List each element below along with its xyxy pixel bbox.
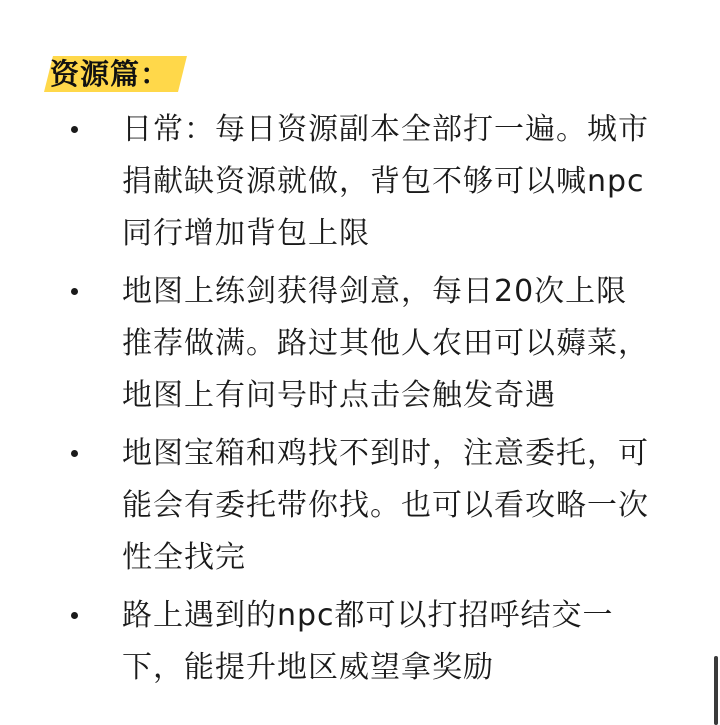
- bullet-line: 能会有委托带你找。也可以看攻略一次: [122, 488, 649, 523]
- bullet-line: 地图上有问号时点击会触发奇遇: [122, 378, 556, 413]
- bullet-line: 路上遇到的npc都可以打招呼结交一: [122, 598, 614, 633]
- bullet-line: 下，能提升地区威望拿奖励: [122, 650, 494, 685]
- bullet-item-sword: [0, 266, 720, 422]
- scrollbar[interactable]: [714, 656, 718, 725]
- bullet-text: [122, 104, 682, 260]
- bullet-item-daily: [0, 104, 720, 260]
- section-heading-text: 资源篇：: [50, 57, 171, 91]
- bullet-item-npc: [0, 590, 720, 694]
- bullet-list: [0, 104, 720, 700]
- bullet-text: [122, 266, 682, 422]
- bullet-dot: [71, 450, 78, 457]
- bullet-dot: [71, 126, 78, 133]
- bullet-line: 捐献缺资源就做，背包不够可以喊npc: [122, 164, 645, 199]
- bullet-line: 同行增加背包上限: [122, 216, 370, 251]
- bullet-text: [122, 428, 682, 584]
- bullet-item-treasure: [0, 428, 720, 584]
- bullet-text: [122, 590, 682, 694]
- bullet-line: 地图上练剑获得剑意，每日20次上限: [122, 274, 628, 309]
- bullet-dot: [71, 612, 78, 619]
- section-heading: [44, 54, 170, 94]
- bullet-line: 地图宝箱和鸡找不到时，注意委托，可: [122, 436, 649, 471]
- bullet-dot: [71, 288, 78, 295]
- bullet-line: 日常：每日资源副本全部打一遍。城市: [122, 112, 649, 147]
- bullet-line: 推荐做满。路过其他人农田可以薅菜，: [122, 326, 649, 361]
- bullet-line: 性全找完: [122, 540, 246, 575]
